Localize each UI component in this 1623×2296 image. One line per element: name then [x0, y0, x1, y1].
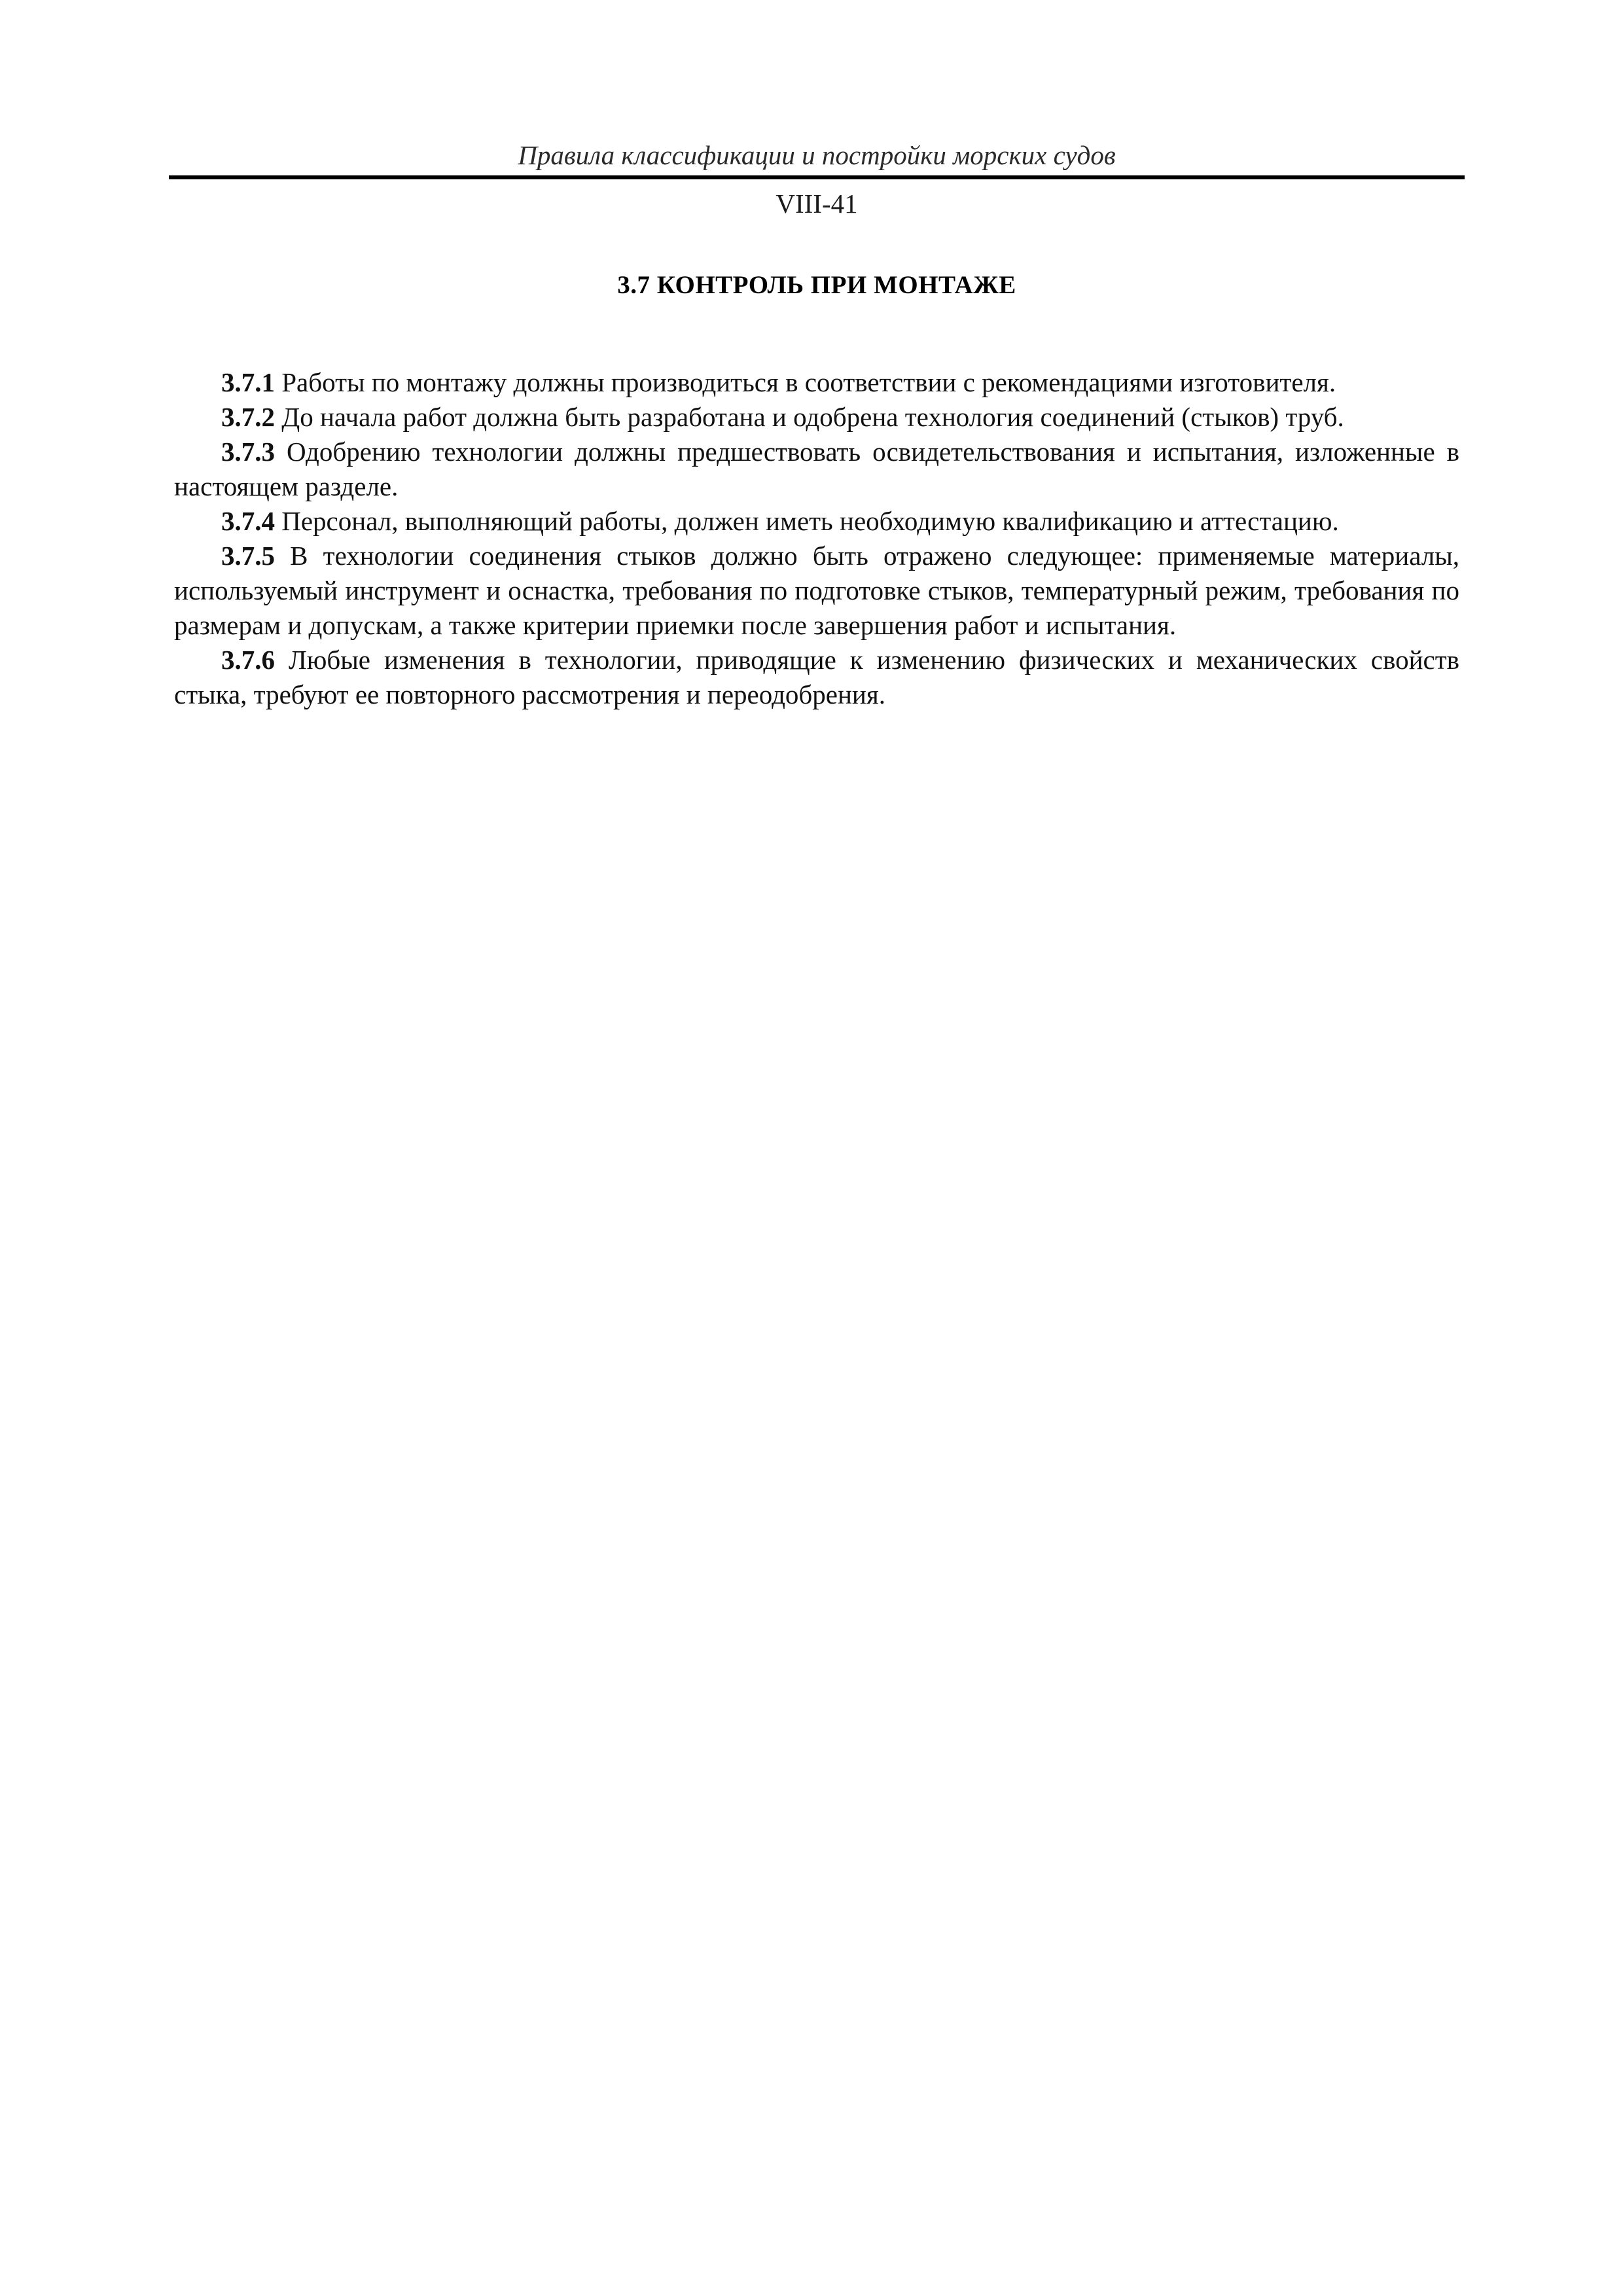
header-divider: [169, 175, 1465, 179]
paragraph-text: До начала работ должна быть разработана и одобрена технология соединений (стыков) труб.: [281, 402, 1344, 432]
section-title: 3.7 КОНТРОЛЬ ПРИ МОНТАЖЕ: [617, 271, 1016, 299]
paragraph-number: 3.7.5: [221, 541, 275, 571]
paragraph-number: 3.7.1: [221, 367, 275, 397]
paragraph-3-7-4: [174, 504, 1459, 539]
paragraph-text: В технологии соединения стыков должно быть отражено следующее: применяемые материалы, используемый инструмент и оснастка, требования по подготовке стыков, температурный режим, требования по размерам и допускам, а также критерии приемки после завершения работ и испытания.: [174, 541, 1460, 640]
paragraph-text: Работы по монтажу должны производиться в соответствии с рекомендациями изготовителя.: [281, 367, 1336, 397]
paragraph-3-7-5: [174, 539, 1459, 643]
paragraph-number: 3.7.2: [221, 402, 275, 432]
paragraph-3-7-3: [174, 435, 1459, 504]
paragraph-text: Любые изменения в технологии, приводящие к изменению физических и механических свойств стыка, требуют ее повторного рассмотрения и переодобрения.: [174, 645, 1460, 709]
paragraph-3-7-6: [174, 643, 1459, 712]
paragraph-3-7-2: [174, 400, 1459, 435]
paragraph-number: 3.7.3: [221, 437, 275, 467]
page-number: VIII-41: [776, 188, 858, 219]
section-body: [174, 365, 1459, 712]
paragraph-text: Персонал, выполняющий работы, должен иметь необходимую квалификацию и аттестацию.: [281, 506, 1339, 536]
paragraph-number: 3.7.6: [221, 645, 275, 675]
paragraph-number: 3.7.4: [221, 506, 275, 536]
paragraph-text: Одобрению технологии должны предшествовать освидетельствования и испытания, изложенные в настоящем разделе.: [174, 437, 1459, 501]
paragraph-3-7-1: [174, 365, 1459, 400]
running-header: Правила классификации и постройки морских судов: [518, 140, 1116, 170]
